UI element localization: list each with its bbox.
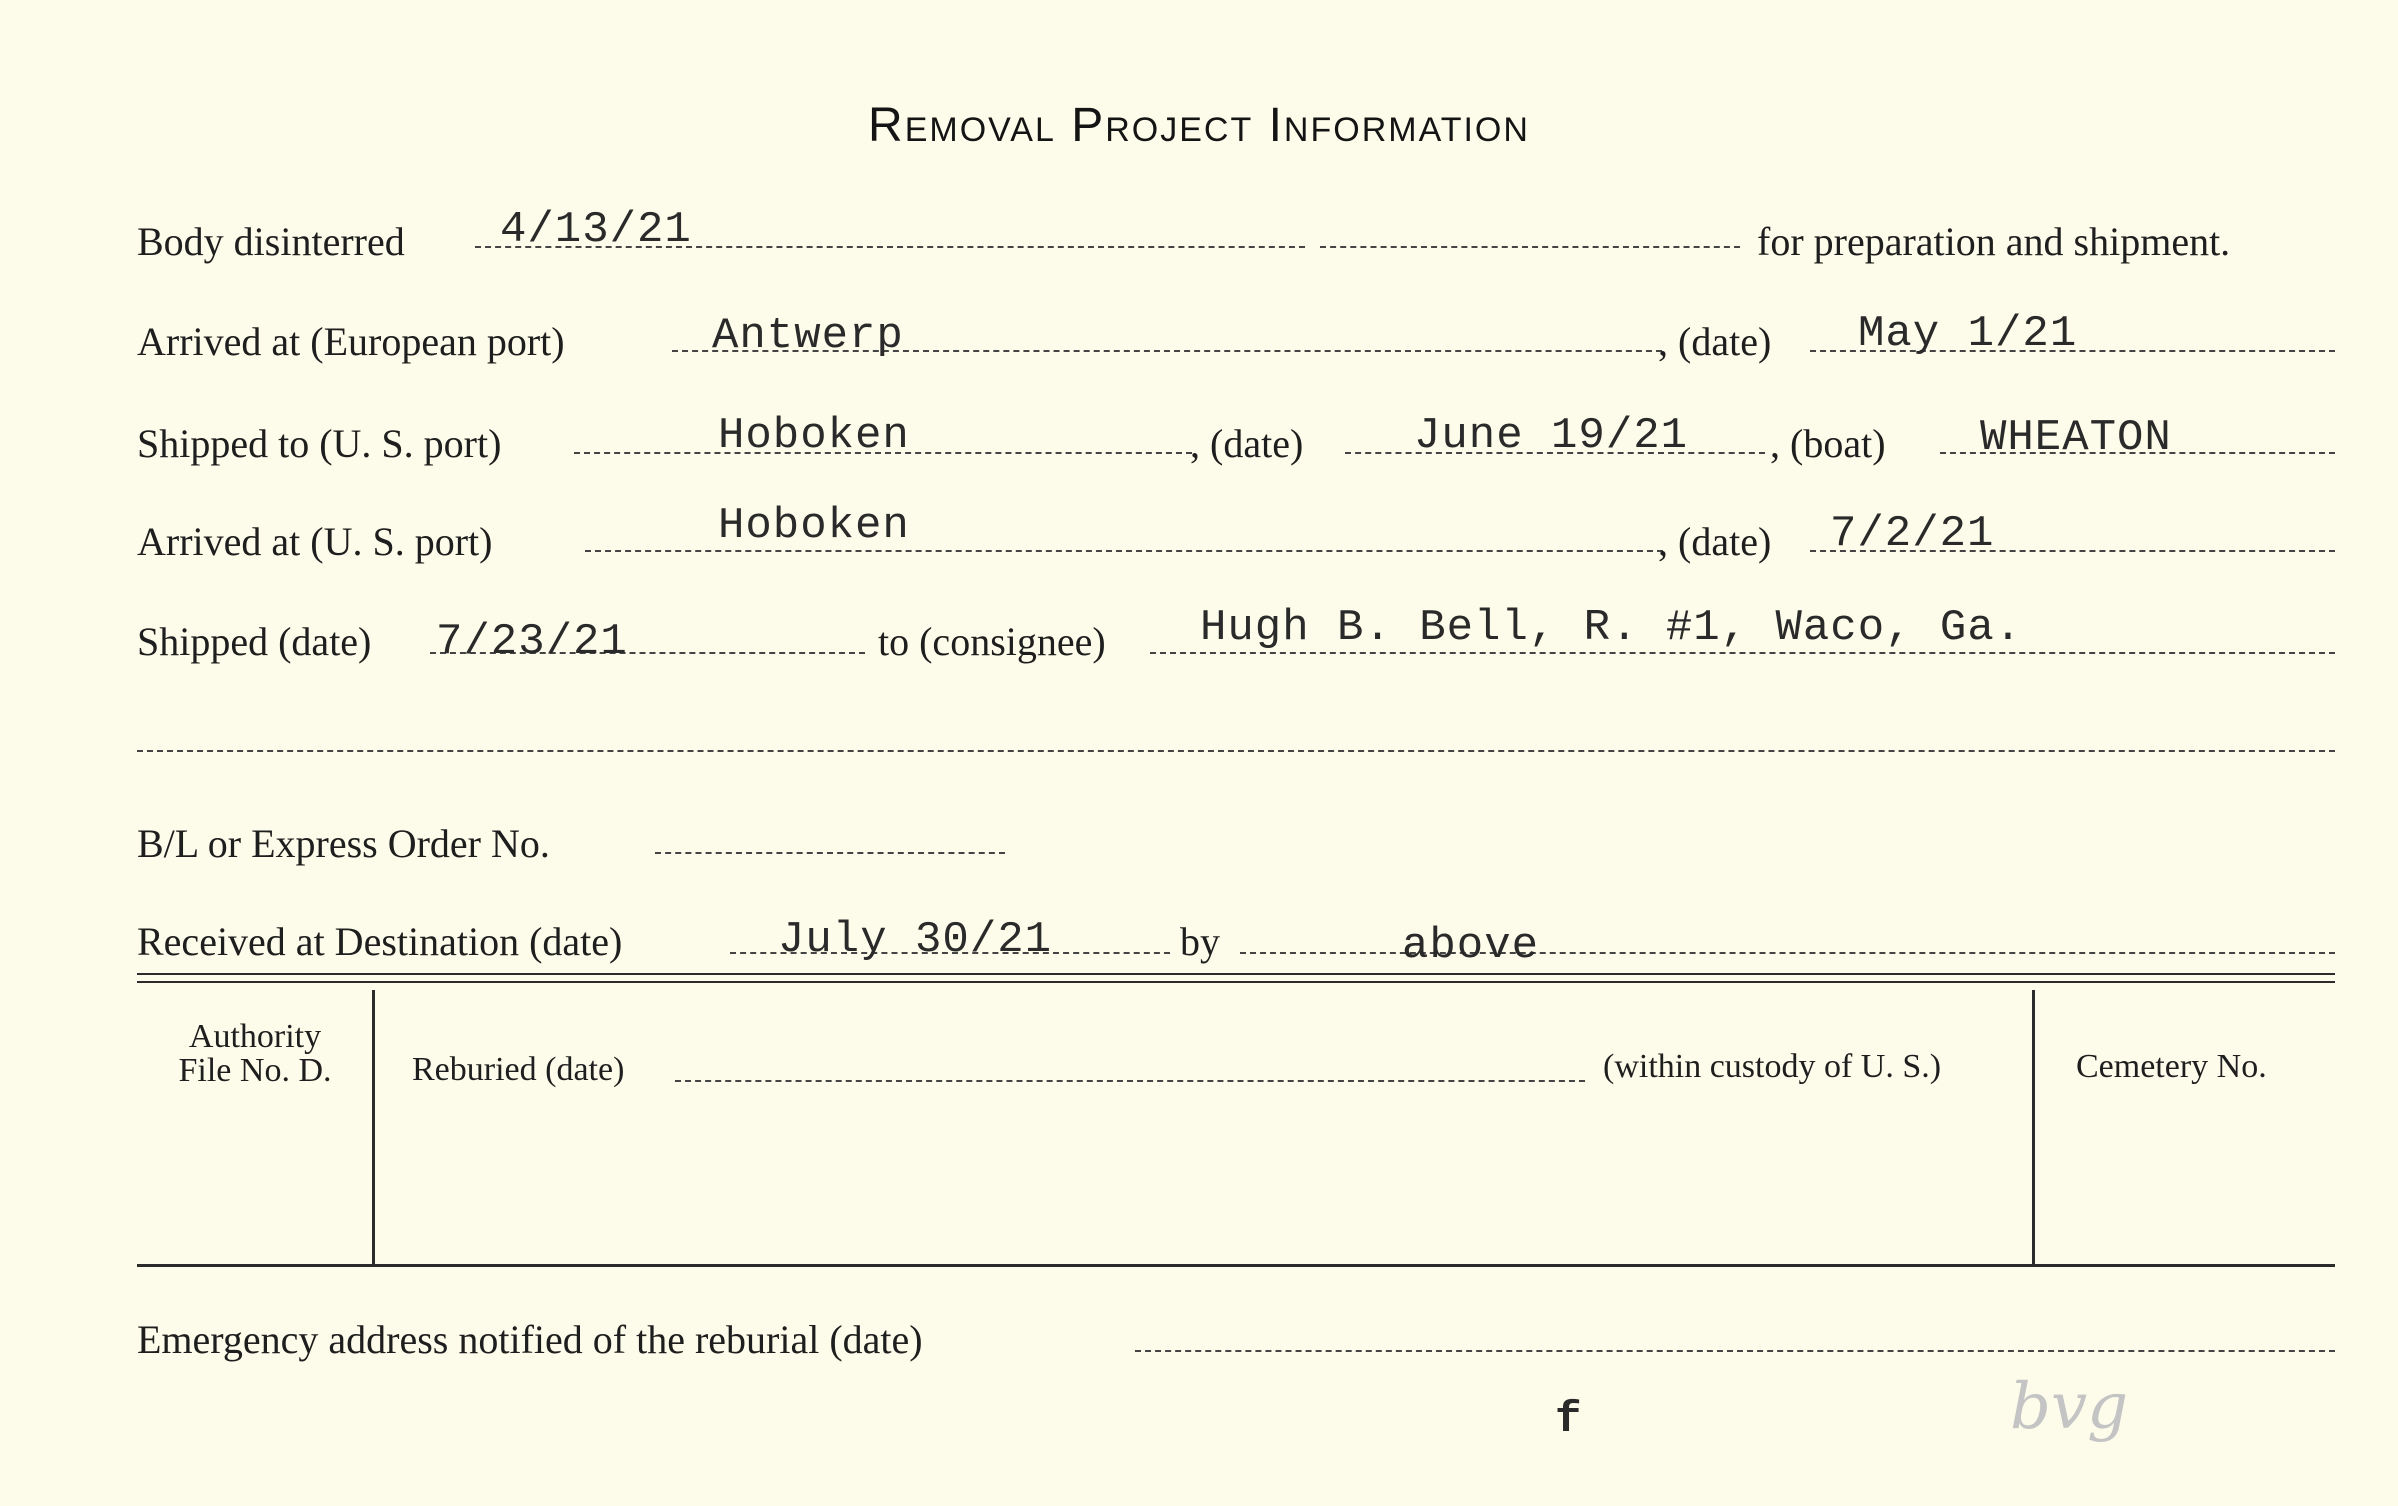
shipped-date-value: 7/23/21 (436, 617, 628, 667)
table-bottom-rule (137, 1264, 2335, 1267)
dotted-line (1135, 1350, 2335, 1352)
us-port-value: Hoboken (718, 501, 910, 551)
shipped-to-date-label: , (date) (1190, 421, 1304, 466)
dotted-line (1320, 246, 1740, 248)
reburied-label: Reburied (date) (412, 1051, 625, 1088)
body-disinterred-value: 4/13/21 (500, 205, 692, 255)
authority-header-line: File No. D. (178, 1052, 332, 1089)
shipped-date-label: Shipped (date) (137, 619, 372, 664)
dotted-line (655, 852, 1005, 854)
european-port-value: Antwerp (712, 311, 904, 361)
custody-note: (within custody of U. S.) (1603, 1048, 1942, 1085)
us-port-date-label: , (date) (1658, 519, 1772, 564)
european-port-date-value: May 1/21 (1858, 309, 2078, 359)
pencil-initials: bvg (2010, 1370, 2129, 1444)
bl-order-label: B/L or Express Order No. (137, 821, 550, 866)
typed-mark: f (1555, 1395, 1583, 1445)
body-disinterred-label: Body disinterred (137, 219, 405, 264)
emergency-label: Emergency address notified of the reburial (date) (137, 1317, 923, 1362)
received-label: Received at Destination (date) (137, 919, 623, 964)
cemetery-no-header: Cemetery No. (2076, 1048, 2267, 1085)
shipped-to-label: Shipped to (U. S. port) (137, 421, 502, 466)
shipped-to-boat-value: WHEATON (1980, 413, 2172, 463)
shipped-to-value: Hoboken (718, 411, 910, 461)
blank-dotted-line (137, 750, 2335, 752)
card-title: Removal Project Information (868, 99, 1530, 152)
authority-file-header (140, 1020, 370, 1088)
consignee-label: to (consignee) (878, 619, 1106, 664)
received-by-value: above (1402, 921, 1540, 971)
consignee-value: Hugh B. Bell, R. #1, Waco, Ga. (1200, 603, 2023, 653)
shipped-to-boat-label: , (boat) (1770, 421, 1886, 466)
european-port-label: Arrived at (European port) (137, 319, 565, 364)
table-top-rule (137, 981, 2335, 983)
received-date-value: July 30/21 (778, 915, 1053, 965)
shipped-to-date-value: June 19/21 (1414, 411, 1689, 461)
received-by-label: by (1180, 919, 1220, 964)
authority-header-line: Authority (188, 1018, 322, 1055)
table-divider (372, 990, 375, 1265)
body-disinterred-suffix: for preparation and shipment. (1757, 219, 2231, 264)
us-port-date-value: 7/2/21 (1830, 509, 1995, 559)
table-top-rule (137, 973, 2335, 975)
dotted-line (675, 1080, 1585, 1082)
table-divider (2032, 990, 2035, 1265)
us-port-label: Arrived at (U. S. port) (137, 519, 493, 564)
european-port-date-label: , (date) (1658, 319, 1772, 364)
